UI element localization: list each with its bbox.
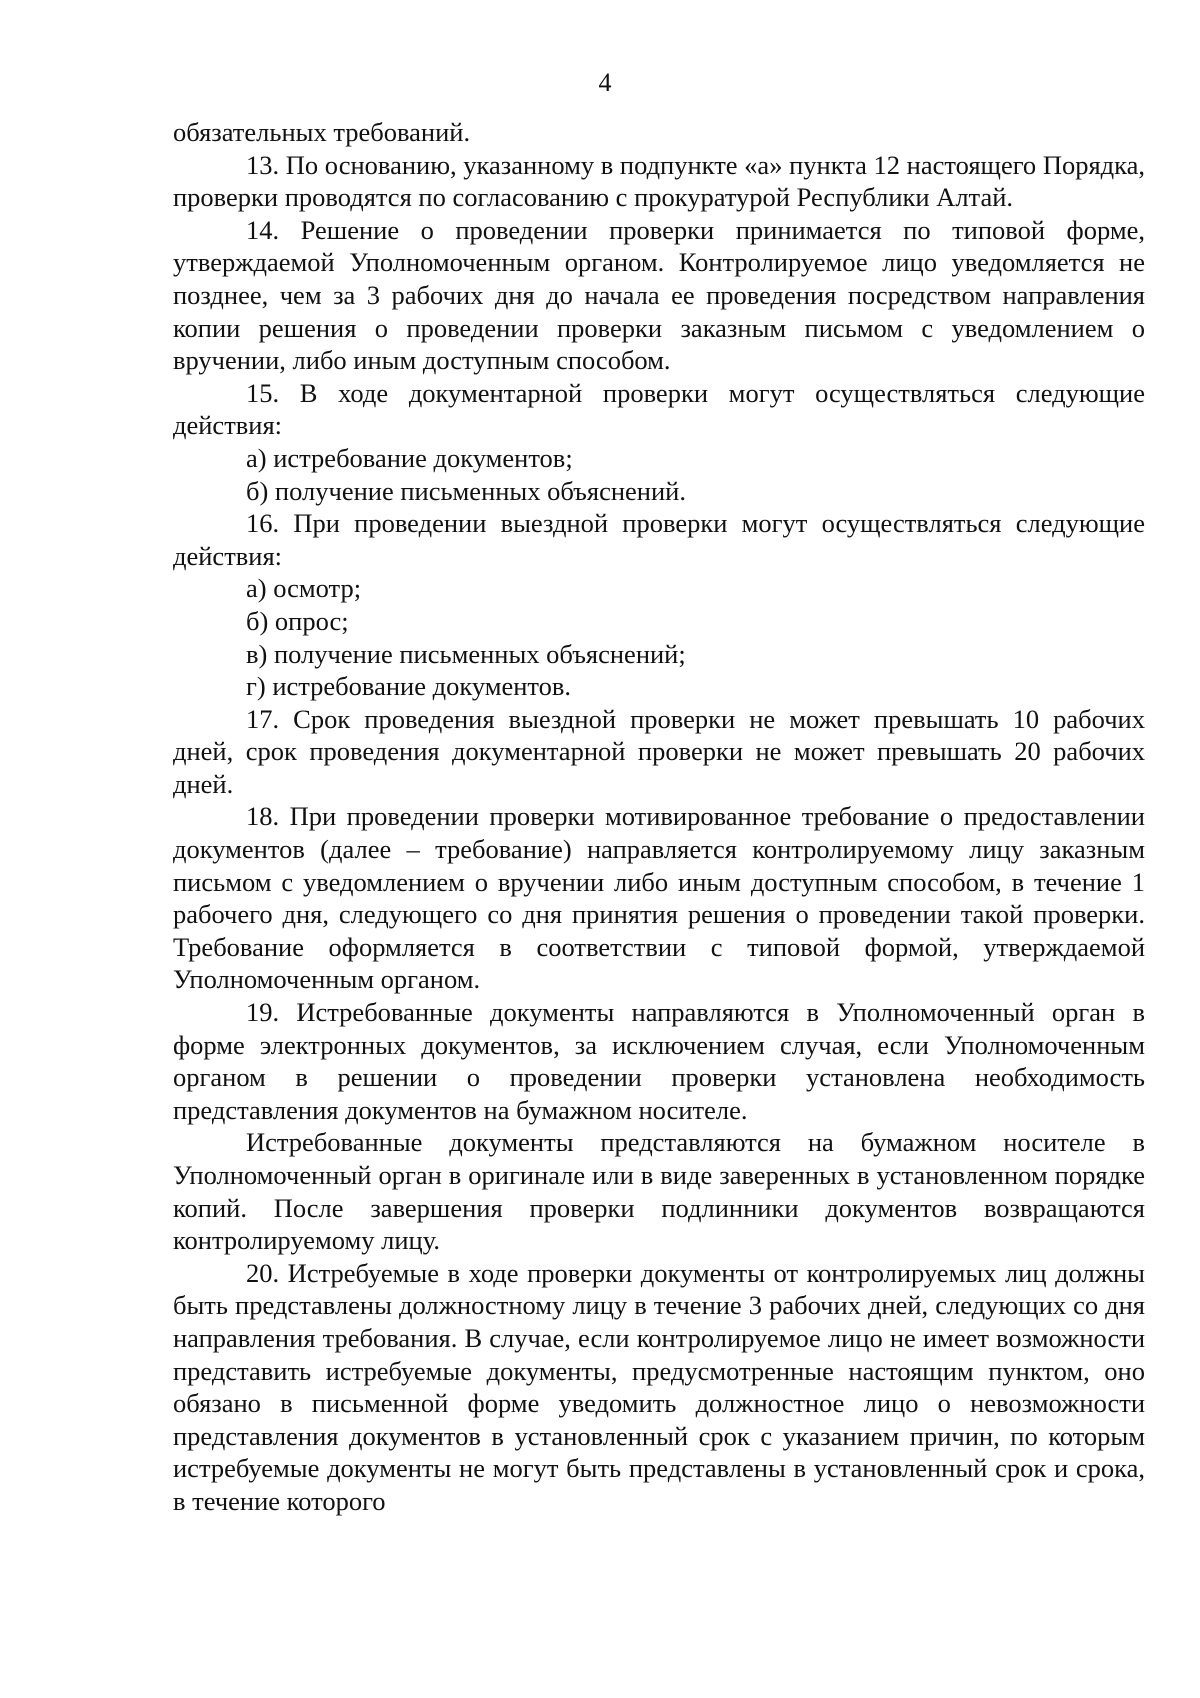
document-body — [173, 116, 1145, 1518]
list-item-15b: б) получение письменных объяснений. — [246, 475, 686, 506]
paragraph-19-continued: Истребованные документы представляются на бумажном носителе в Уполномоченный орган в оригинале или в виде заверенных в установленном порядке копий. После завершения проверки подлинники документов возвращаются контролируемому лицу. — [173, 1127, 1145, 1256]
paragraph-20: 20. Истребуемые в ходе проверки документы от контролируемых лиц должны быть представлены должностному лицу в течение 3 рабочих дней, следующих со дня направления требования. В случае, если контролируемое лицо не имеет возможности представить истребуемые документы, предусмотренные настоящим пунктом, оно обязано в письменной форме уведомить должностное лицо о невозможности представления документов в установленный срок с указанием причин, по которым истребуемые документы не могут быть представлены в установленный срок и срока, в течение которого — [173, 1257, 1145, 1516]
list-item-15a: а) истребование документов; — [246, 442, 573, 473]
paragraph-17: 17. Срок проведения выездной проверки не может превышать 10 рабочих дней, срок проведения документарной проверки не может превышать 20 рабочих дней. — [173, 703, 1145, 799]
list-item-16b: б) опрос; — [246, 605, 349, 636]
list-item-16v: в) получение письменных объяснений; — [246, 638, 686, 669]
paragraph-18: 18. При проведении проверки мотивированное требование о предоставлении документов (далее – требование) направляется контролируемому лицу заказным письмом с уведомлением о вручении либо иным доступным способом, в течение 1 рабочего дня, следующего со дня принятия решения о проведении такой проверки. Требование оформляется в соответствии с типовой формой, утверждаемой Уполномоченным органом. — [173, 801, 1145, 995]
paragraph-16: 16. При проведении выездной проверки могут осуществляться следующие действия: — [173, 508, 1145, 571]
list-item-16g: г) истребование документов. — [246, 671, 572, 702]
paragraph-14: 14. Решение о проведении проверки принимается по типовой форме, утверждаемой Уполномоченным органом. Контролируемое лицо уведомляется не позднее, чем за 3 рабочих дня до начала ее проведения посредством направления копии решения о проведении проверки заказным письмом с уведомлением о вручении, либо иным доступным способом. — [173, 214, 1145, 376]
paragraph-19: 19. Истребованные документы направляются в Уполномоченный орган в форме электронных документов, за исключением случая, если Уполномоченным органом в решении о проведении проверки установлена необходимость представления документов на бумажном носителе. — [173, 997, 1145, 1125]
list-item-16a: а) осмотр; — [246, 573, 362, 604]
paragraph-13: 13. По основанию, указанному в подпункте «а» пункта 12 настоящего Порядка, проверки проводятся по согласованию с прокуратурой Республики Алтай. — [173, 149, 1145, 213]
paragraph-continuation: обязательных требований. — [173, 117, 471, 147]
page-number: 4 — [598, 68, 612, 97]
paragraph-15: 15. В ходе документарной проверки могут осуществляться следующие действия: — [173, 377, 1145, 441]
